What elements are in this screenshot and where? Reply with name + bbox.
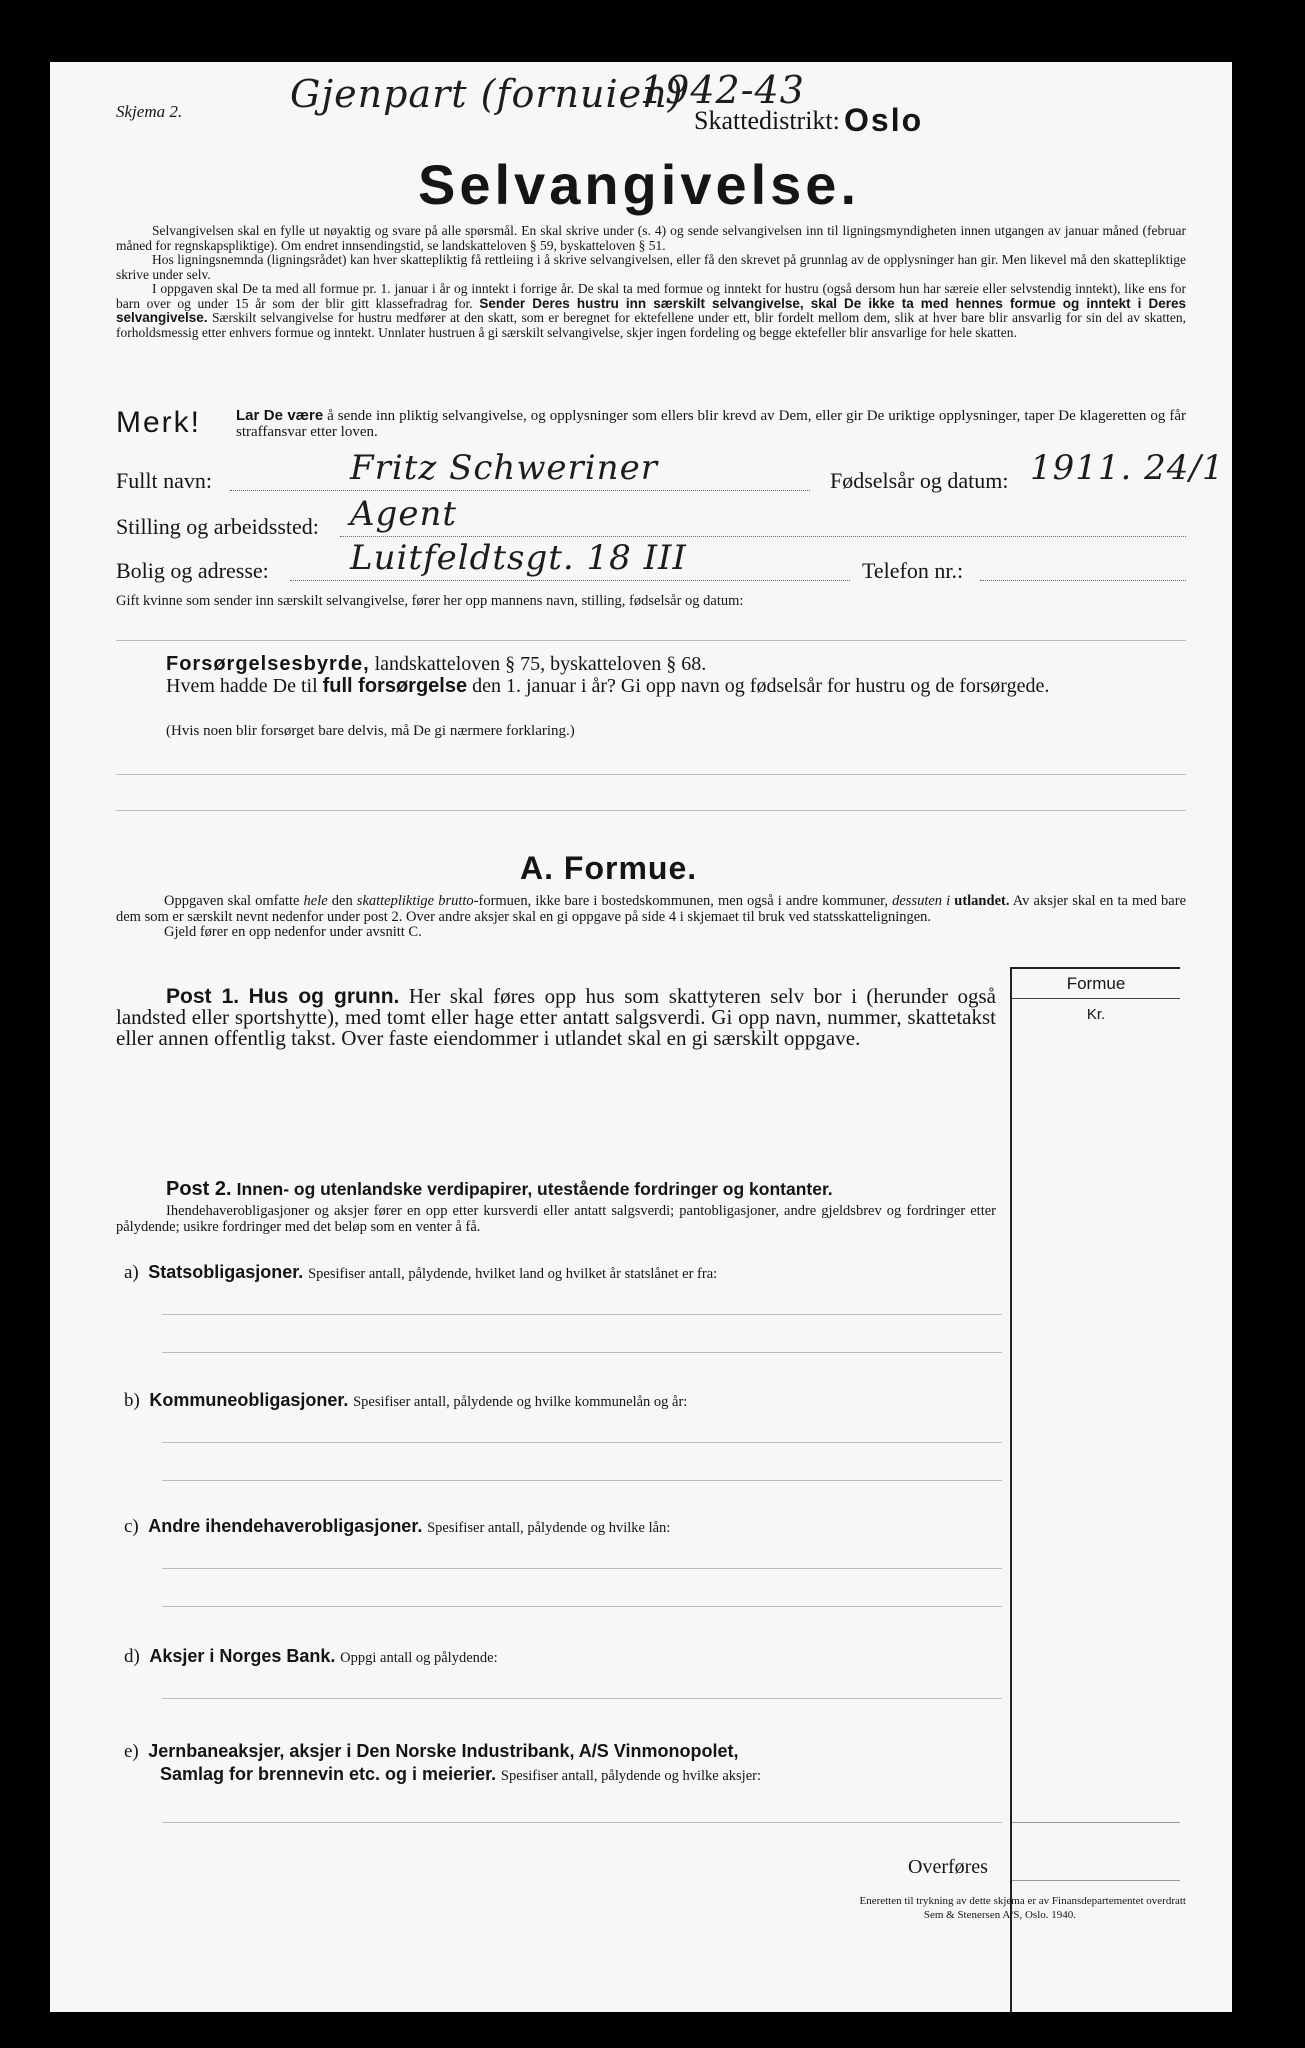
intro-bold-note: Sender Deres hustru inn særskilt selvangivelse, skal De ikke ta med hennes formue og inntekt i Deres selvangivelse. — [116, 295, 1187, 325]
item-a-line-1 — [162, 1314, 1002, 1315]
name-line — [230, 490, 810, 491]
address-value[interactable]: Luitfeldtsgt. 18 III — [350, 538, 687, 578]
column-header-rule — [1012, 998, 1180, 999]
item-d: d) Aksjer i Norges Bank. Oppgi antall og pålydende: — [124, 1646, 498, 1667]
item-b-line-2 — [162, 1480, 1002, 1481]
name-value[interactable]: Fritz Schweriner — [350, 448, 658, 488]
job-line — [340, 536, 1186, 537]
post-1-title: Post 1. — [166, 985, 240, 1008]
item-b-line-1 — [162, 1442, 1002, 1443]
formue-heading: A. Formue. — [520, 850, 698, 886]
column-top-border — [1010, 967, 1180, 969]
married-note: Gift kvinne som sender inn særskilt selvangivelse, fører her opp mannens navn, stilling, fødselsår og datum: — [116, 593, 744, 609]
name-label: Fullt navn: — [116, 468, 212, 493]
handwritten-year: 1942-43 — [640, 68, 805, 112]
schema-label: Skjema 2. — [116, 102, 183, 121]
address-line — [290, 580, 850, 581]
formue-intro: Oppgaven skal omfatte hele den skattepliktige brutto-formuen, ikke bare i bostedskommunen, men også i andre kommuner, dessuten i utlandet. Av aksjer skal en ta med bare dem som er særskilt nevnt nedenfor under post 2. Over andre aksjer skal en gi oppgave på side 4 i skjemaet til bruk ved statsskatteligningen. Gjeld fører en opp nedenfor under avsnitt C. — [116, 893, 1187, 940]
item-a-line-2 — [162, 1352, 1002, 1353]
forsorgelse-line-2 — [116, 810, 1186, 811]
forsorgelse-block: Forsørgelsesbyrde, landskatteloven § 75, byskatteloven § 68. — [166, 653, 707, 675]
job-label: Stilling og arbeidssted: — [116, 514, 319, 539]
birth-value[interactable]: 1911. 24/1 — [1030, 448, 1225, 488]
phone-label: Telefon nr.: — [862, 558, 964, 583]
married-line — [116, 640, 1186, 641]
job-value[interactable]: Agent — [350, 494, 457, 534]
post-2-title: Post 2. — [166, 1178, 232, 1200]
carry-over-label: Overføres — [908, 1856, 988, 1878]
birth-label: Fødselsår og datum: — [830, 468, 1009, 493]
intro-block — [116, 224, 1186, 340]
address-label: Bolig og adresse: — [116, 558, 269, 583]
merk-label: Merk! — [116, 406, 201, 439]
merk-text: Lar De være å sende inn pliktig selvangivelse, og opplysninger som ellers blir krevd av Dem, eller gir De uriktige opplysninger, taper De klageretten og får straffansvar etter loven. — [236, 407, 1186, 440]
forsorgelse-question: Hvem hadde De til full forsørgelse den 1. januar i år? Gi opp navn og fødselsår for hustru og de forsørgede. — [166, 675, 1050, 697]
forsorgelse-line-1 — [116, 774, 1186, 775]
intro-paragraph-2: Hos ligningsnemnda (ligningsrådet) kan hver skattepliktig få rettleiing i å skrive selvangivelsen, eller få den skrevet på grunnlag av de opplysninger han gir. Men likevel må den skattepliktige skrive under selv. — [116, 252, 1186, 282]
column-total-rule — [1012, 1822, 1180, 1823]
footer — [610, 1894, 1186, 1922]
footer-line-2: Sem & Stenersen A/S, Oslo. 1940. — [923, 1909, 1076, 1921]
item-c-line-1 — [162, 1568, 1002, 1569]
intro-paragraph-3: I oppgaven skal De ta med all formue pr. 1. januar i år og inntekt i forrige år. De skal ta med formue og inntekt for hustru (også dersom hun har særeie eller selvstendig inntekt), like ens for barn over og under 15 år som der blir gitt klassefradrag for. Sender Deres hustru inn særskilt selvangivelse, skal De ikke ta med hennes formue og inntekt i Deres selvangivelse. Særskilt selvangivelse for hustru medfører at den skatt, som er beregnet for ektefellene under ett, blir fordelt mellom dem, slik at hver bare blir ansvarlig for sin del av skatten, forholdsmessig etter enhvers formue og inntekt. Unnlater hustruen å gi særskilt selvangivelse, skjer ingen fordeling og begge ektefeller blir ansvarlige for hele skatten. — [116, 281, 1187, 340]
district-value: Oslo — [844, 102, 924, 138]
footer-line-1: Eneretten til trykning av dette skjema er av Finansdepartementet overdratt — [859, 1895, 1186, 1907]
forsorgelse-note: (Hvis noen blir forsørget bare delvis, må De gi nærmere forklaring.) — [166, 723, 575, 739]
handwritten-title: Gjenpart (fornuien) — [290, 72, 684, 116]
intro-paragraph-1: Selvangivelsen skal en fylle ut nøyaktig og svare på alle spørsmål. En skal skrive under (s. 4) og sende selvangivelsen inn til ligningsmyndigheten innen utgangen av januar måned (februar måned for regnskapspliktige). Om endret innsendingstid, se landskatteloven § 59, byskatteloven § 51. — [116, 223, 1186, 253]
column-header: Formue — [1066, 974, 1126, 993]
item-e-line-1 — [162, 1822, 1002, 1823]
item-c-line-2 — [162, 1606, 1002, 1607]
forsorgelse-title: Forsørgelsesbyrde, — [166, 653, 370, 675]
item-b: b) Kommuneobligasjoner. Spesifiser antall, pålydende og hvilke kommunelån og år: — [124, 1390, 688, 1411]
column-carry-rule — [1012, 1880, 1180, 1881]
post-2-heading: Post 2. Innen- og utenlandske verdipapirer, utestående fordringer og kontanter. — [166, 1178, 833, 1200]
column-left-border — [1010, 967, 1012, 2012]
post-2-text: Ihendehaverobligasjoner og aksjer fører en opp etter kursverdi eller antatt salgsverdi; pantobligasjoner, andre gjeldsbrev og fordringer etter pålydende; usikre fordringer med det beløp som en venter å få. — [116, 1203, 996, 1235]
phone-line — [980, 580, 1186, 581]
post-1: Post 1. Hus og grunn. Her skal føres opp hus som skattyteren selv bor i (herunder også landsted eller sportshytte), med tomt eller hage etter antatt salgsverdi. Gi opp navn, nummer, skattetakst eller annen offentlig takst. Over faste eiendommer i utlandet skal en gi særskilt oppgave. — [116, 984, 996, 1050]
item-e: e) Jernbaneaksjer, aksjer i Den Norske Industribank, A/S Vinmonopolet, Samlag for brennevin etc. og i meierier. Spesifiser antall, pålydende og hvilke aksjer: — [124, 1741, 761, 1784]
item-a: a) Statsobligasjoner. Spesifiser antall, pålydende, hvilket land og hvilket år statslånet er fra: — [124, 1262, 718, 1283]
item-c: c) Andre ihendehaverobligasjoner. Spesifiser antall, pålydende og hvilke lån: — [124, 1516, 671, 1537]
page-title: Selvangivelse. — [418, 153, 861, 216]
item-d-line-1 — [162, 1698, 1002, 1699]
column-unit: Kr. — [1086, 1006, 1106, 1023]
district-label: Skattedistrikt: — [694, 106, 840, 135]
form-page — [50, 62, 1232, 2012]
